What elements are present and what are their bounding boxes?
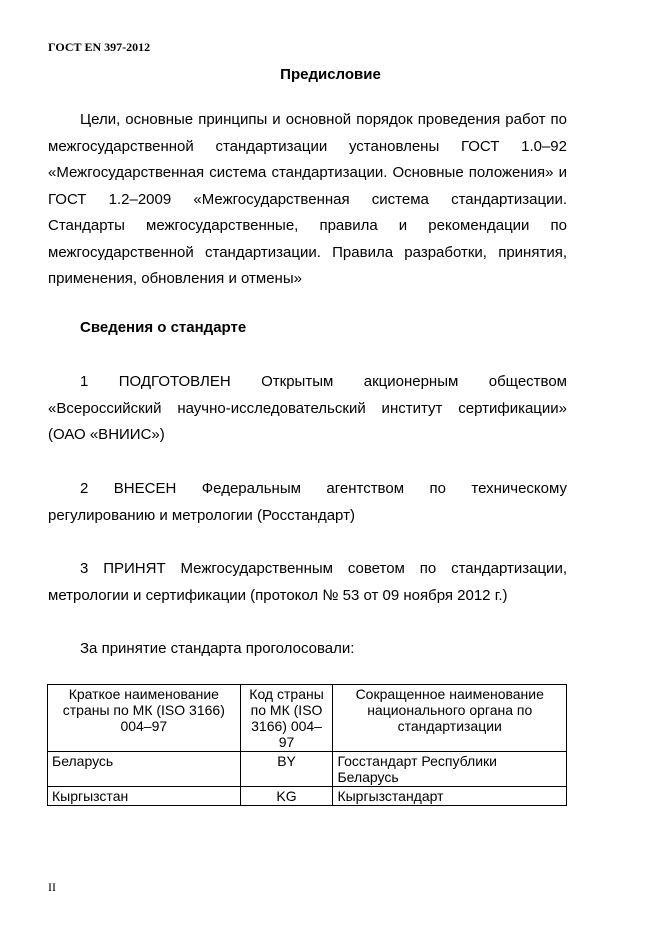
item-adopted [48, 556, 567, 609]
page-number: II [48, 880, 56, 894]
cell-body: Госстандарт Республики Беларусь [333, 752, 567, 787]
cell-country: Беларусь [48, 752, 241, 787]
document-code-header: ГОСТ EN 397-2012 [48, 40, 151, 54]
item-prepared [48, 369, 567, 449]
foreword-text: Цели, основные принципы и основной порядок проведения работ по межгосударственной стандартизации установлены ГОСТ 1.0–92 «Межгосударственная система стандартизации. Основные положения» и ГОСТ 1.2–2009 «Межгосударственная система стандартизации. Стандарты межгосударственные, правила и рекомендации по межгосударственной стандартизации. Правила разработки, принятия, применения, обновления и отмены» [48, 111, 567, 287]
table-row [48, 752, 567, 787]
voting-table [47, 684, 567, 806]
page-title: Предисловие [280, 66, 381, 83]
foreword-paragraph [48, 107, 567, 293]
header-country-name: Краткое наименование страны по МК (ISO 3166) 004–97 [48, 685, 241, 752]
standard-info-heading: Сведения о стандарте [80, 319, 247, 336]
item-submitted [48, 476, 567, 529]
cell-code: KG [240, 787, 333, 806]
table-header-row [48, 685, 567, 752]
item-prepared-text: 1 ПОДГОТОВЛЕН Открытым акционерным обществом «Всероссийский научно-исследовательский институт сертификации» (ОАО «ВНИИС») [48, 373, 567, 443]
table-row [48, 787, 567, 806]
item-adopted-text: 3 ПРИНЯТ Межгосударственным советом по стандартизации, метрологии и сертификации (протокол № 53 от 09 ноября 2012 г.) [48, 560, 567, 604]
header-national-body: Сокращенное наименование национального органа по стандартизации [333, 685, 567, 752]
cell-country: Кыргызстан [48, 787, 241, 806]
cell-body: Кыргызстандарт [333, 787, 567, 806]
cell-code: BY [240, 752, 333, 787]
header-country-code: Код страны по МК (ISO 3166) 004–97 [240, 685, 333, 752]
item-submitted-text: 2 ВНЕСЕН Федеральным агентством по техническому регулированию и метрологии (Росстандарт) [48, 480, 567, 524]
vote-intro: За принятие стандарта проголосовали: [80, 640, 355, 657]
